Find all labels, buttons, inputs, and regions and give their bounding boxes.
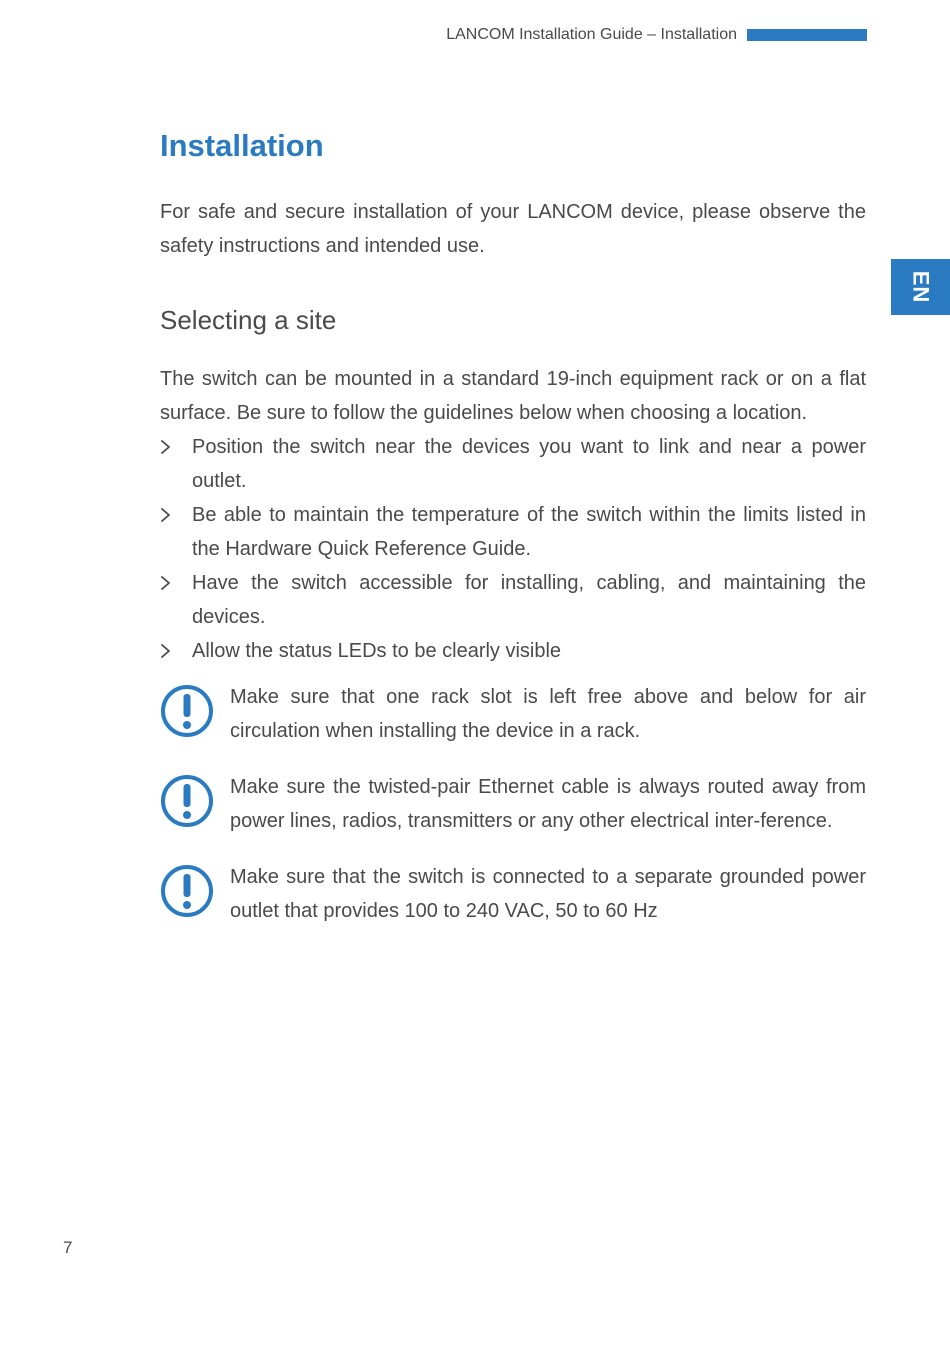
page-number: 7: [63, 1238, 73, 1257]
list-item: [160, 498, 866, 566]
language-tab: [891, 259, 950, 315]
warning-notice: [160, 860, 866, 928]
subsection-title: Selecting a site: [160, 305, 337, 335]
running-header: [446, 26, 867, 44]
section-intro: For safe and secure installation of your LANCOM device, please observe the safety instructions and intended use.: [160, 201, 866, 257]
list-item-text: Have the switch accessible for installing, cabling, and maintaining the devices.: [192, 572, 866, 628]
list-item-text: Position the switch near the devices you want to link and near a power outlet.: [192, 436, 866, 492]
chevron-right-icon: [160, 576, 172, 590]
list-item: [160, 566, 866, 634]
list-item: [160, 430, 866, 498]
section-title: Installation: [160, 128, 324, 163]
exclamation-circle-icon: [160, 864, 214, 918]
chevron-right-icon: [160, 508, 172, 522]
chevron-right-icon: [160, 440, 172, 454]
subsection-paragraph: The switch can be mounted in a standard 19-inch equipment rack or on a flat surface. Be sure to follow the guidelines below when choosing a location.: [160, 368, 866, 424]
notice-text: Make sure the twisted-pair Ethernet cable is always routed away from power lines, radios, transmitters or any other electrical inter-ference.: [230, 776, 866, 832]
exclamation-circle-icon: [160, 774, 214, 828]
exclamation-circle-icon: [160, 684, 214, 738]
notice-text: Make sure that one rack slot is left free above and below for air circulation when installing the device in a rack.: [230, 686, 866, 742]
notice-text: Make sure that the switch is connected to a separate grounded power outlet that provides 100 to 240 VAC, 50 to 60 Hz: [230, 866, 866, 922]
chevron-right-icon: [160, 644, 172, 658]
list-item-text: Be able to maintain the temperature of the switch within the limits listed in the Hardware Quick Reference Guide.: [192, 504, 866, 560]
list-item-text: Allow the status LEDs to be clearly visible: [192, 640, 562, 662]
warning-notice: [160, 770, 866, 838]
main-content: [160, 124, 866, 928]
language-tab-label: EN: [908, 270, 934, 304]
guideline-list: [160, 430, 866, 668]
warning-notice: [160, 680, 866, 748]
header-accent-bar: [747, 29, 867, 41]
list-item: [160, 634, 866, 668]
running-title: LANCOM Installation Guide – Installation: [446, 26, 737, 43]
